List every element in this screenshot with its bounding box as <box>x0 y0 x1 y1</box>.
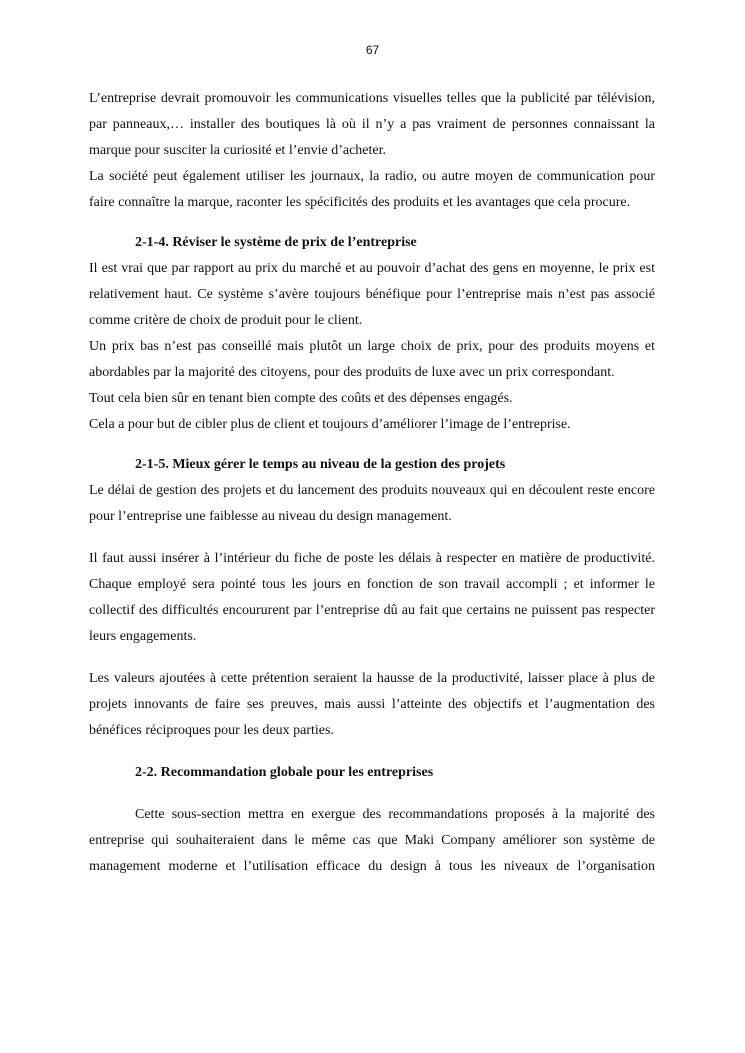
section-2-1-5-paragraph-1: Le délai de gestion des projets et du lancement des produits nouveaux qui en découlent reste encore pour l’entreprise une faiblesse au niveau du design management. <box>89 483 655 524</box>
section-2-1-4-paragraph-2: Un prix bas n’est pas conseillé mais plutôt un large choix de prix, pour des produits moyens et abordables par la majorité des citoyens, pour des produits de luxe avec un prix correspondant. <box>89 339 655 380</box>
section-spacer <box>89 438 655 452</box>
section-2-1-4-paragraph-3: Tout cela bien sûr en tenant bien compte des coûts et des dépenses engagés. <box>89 391 513 406</box>
section-2-1-5-paragraph-3: Les valeurs ajoutées à cette prétention seraient la hausse de la productivité, laisser place à plus de projets innovants de faire ses preuves, mais aussi l’atteinte des objectifs et l’augmentation des bénéfices réciproques pour les deux parties. <box>89 671 655 738</box>
document-body <box>89 86 655 880</box>
section-2-1-4-paragraph-4: Cela a pour but de cibler plus de client et toujours d’améliorer l’image de l’entreprise. <box>89 417 571 432</box>
section-2-1-5-paragraph-2: Il faut aussi insérer à l’intérieur du fiche de poste les délais à respecter en matière de productivité. Chaque employé sera pointé tous les jours en fonction de son travail accompli ; et informer le collectif des difficultés encoururent par l’entreprise dû au fait que certains ne puissent pas respecter leurs engagements. <box>89 551 655 644</box>
section-spacer <box>89 744 655 760</box>
page-number: 67 <box>365 43 380 57</box>
paragraph-spacer <box>89 650 655 666</box>
paragraph-spacer <box>89 786 655 802</box>
intro-paragraph-1: L’entreprise devrait promouvoir les communications visuelles telles que la publicité par télévision, par panneaux,… installer des boutiques là où il n’y a pas vraiment de personnes connaissant la marque pour susciter la curiosité et l’envie d’acheter. <box>89 91 655 158</box>
intro-paragraph-2: La société peut également utiliser les journaux, la radio, ou autre moyen de communication pour faire connaître la marque, raconter les spécificités des produits et les avantages que cela procure. <box>89 169 655 210</box>
section-2-2-paragraph-1: Cette sous-section mettra en exergue des recommandations proposés à la majorité des entreprise qui souhaiteraient dans le même cas que Maki Company améliorer son système de management moderne et l’utilisation efficace du design à tous les niveaux de l’organisation <box>89 807 655 874</box>
heading-2-1-4: 2-1-4. Réviser le système de prix de l’entreprise <box>135 235 417 250</box>
heading-2-2: 2-2. Recommandation globale pour les entreprises <box>135 765 434 780</box>
heading-2-1-5: 2-1-5. Mieux gérer le temps au niveau de la gestion des projets <box>135 457 506 472</box>
section-2-1-4-paragraph-1: Il est vrai que par rapport au prix du marché et au pouvoir d’achat des gens en moyenne, le prix est relativement haut. Ce système s’avère toujours bénéfique pour l’entreprise mais n’est pas associé comme critère de choix de produit pour le client. <box>89 261 655 328</box>
section-spacer <box>89 216 655 230</box>
paragraph-spacer <box>89 530 655 546</box>
